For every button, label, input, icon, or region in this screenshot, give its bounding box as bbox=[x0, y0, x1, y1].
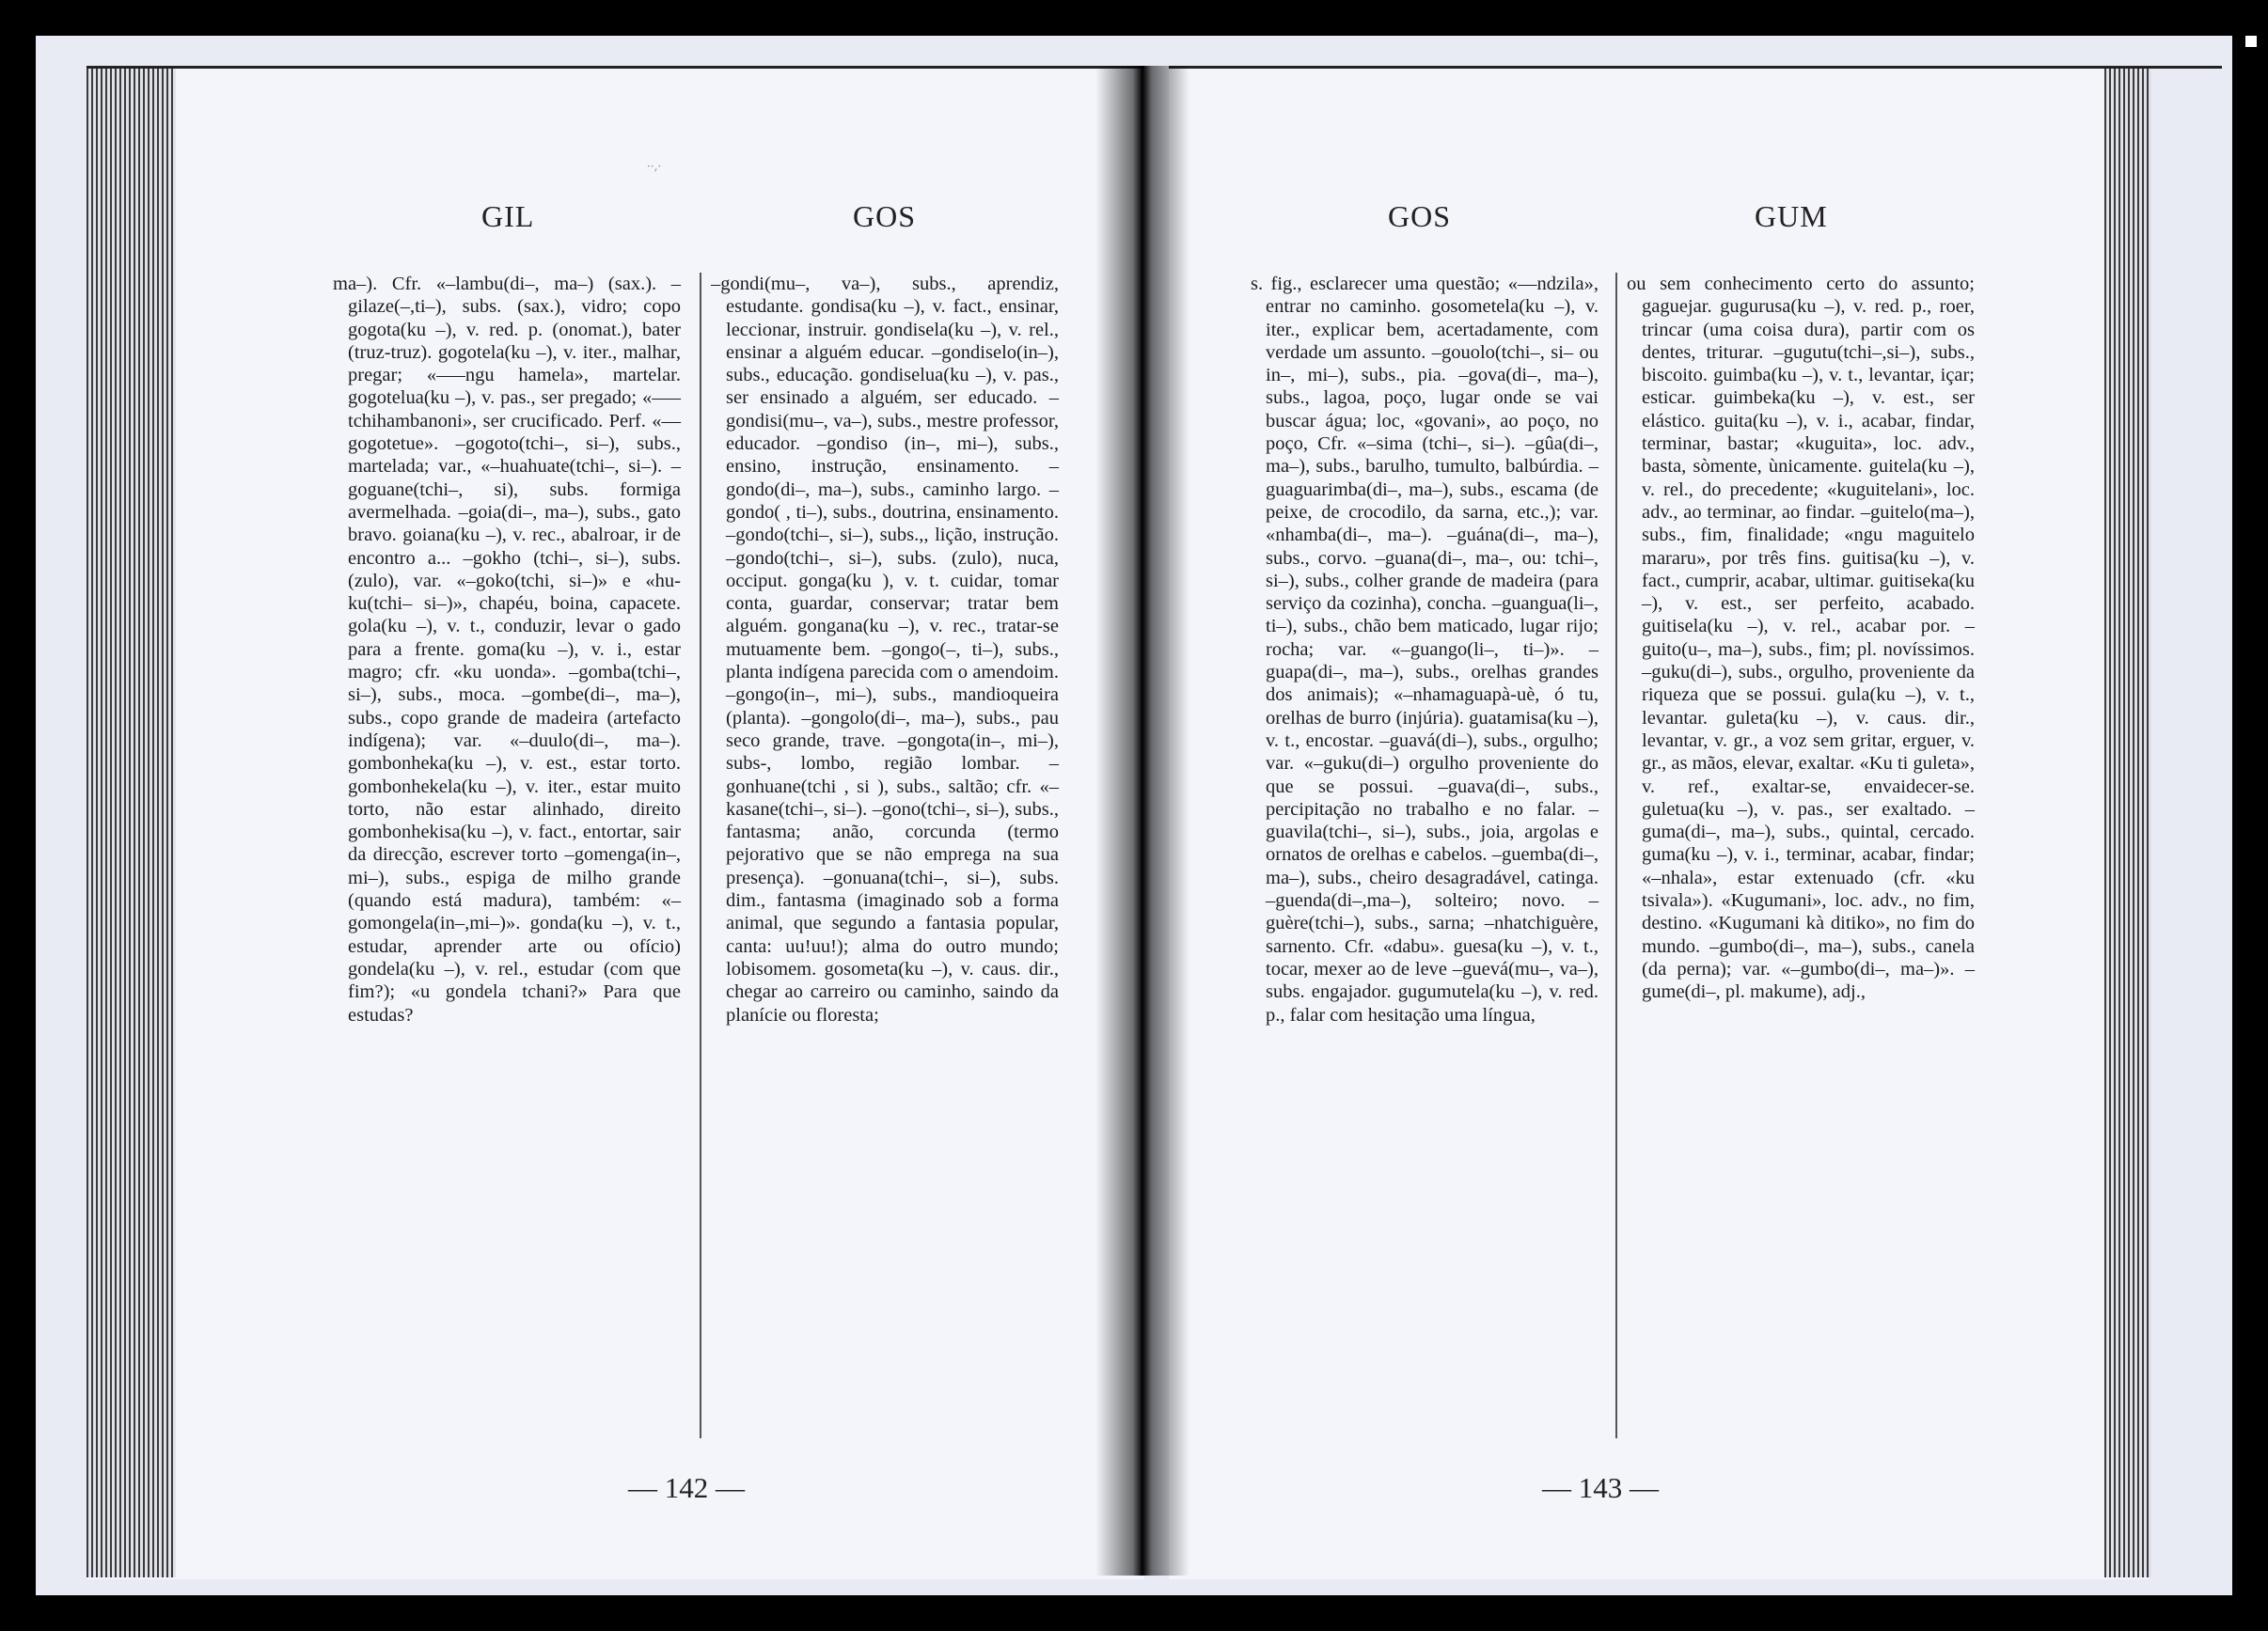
right-page-number: — 143 — bbox=[1542, 1471, 1659, 1504]
left-top-rule bbox=[87, 66, 1144, 69]
column-text: ma–). Cfr. «–lambu(di–, ma–) (sax.). –gilaze(–,ti–), subs. (sax.), vidro; copo gogota(ku –), v. red. p. (onomat.), bater (truz-truz). gogotela(ku –), v. iter., malhar, pregar; «–––ngu hamela», martelar. gogotelua(ku –), v. pas., ser pregado; «–––tchihambanoni», ser crucificado. Perf. «––gogotetue». –gogoto(tchi–, si–), subs., martelada; var., «–huahuate(tchi–, si–). –goguane(tchi–, si), subs. formiga avermelhada. –goia(di–, ma–), subs., gato bravo. goiana(ku –), v. rec., abalroar, ir de encontro a... –gokho (tchi–, si–), subs. (zulo), var. «–goko(tchi, si–)» e «hu-ku(tchi– si–)», chapéu, boina, capacete. gola(ku –), v. t., conduzir, levar o gado para a frente. goma(ku –), v. i., estar magro; cfr. «ku uonda». –gomba(tchi–, si–), subs., moca. –gombe(di–, ma–), subs., copo grande de madeira (artefacto indígena); var. «–duulo(di–, ma–). gombonheka(ku –), v. est., estar torto. gombonhekela(ku –), v. iter., estar muito torto, não estar alinhado, direito gombonhekisa(ku –), v. fact., entortar, sair da direcção, escrever torto –gomenga(in–, mi–), subs., espiga de milho grande (quando está madura), também: «–gomongela(in–,mi–)». gonda(ku –), v. t., estudar, aprender arte ou ofício) gondela(ku –), v. rel., estudar (com que fim?); «u gondela tchani?» Para que estudas? bbox=[333, 274, 681, 1026]
left-column-divider bbox=[700, 273, 701, 1438]
left-page-column-1 bbox=[333, 273, 681, 1027]
column-text: –gondi(mu–, va–), subs., aprendiz, estudante. gondisa(ku –), v. fact., ensinar, leccionar, instruir. gondisela(ku –), v. rel., ensinar a alguém educar. –gondiselo(in–), subs., educação. gondiselua(ku –), v. pas., ser ensinado a alguém, ser educado. –gondisi(mu–, va–), subs., mestre professor, educador. –gondiso (in–, mi–), subs., ensino, instrução, ensinamento. –gondo(di–, ma–), subs., caminho largo. –gondo( , ti–), subs., doutrina, ensinamento. –gondo(tchi–, si–), subs.,, lição, instrução. –gondo(tchi–, si–), subs. (zulo), nuca, occiput. gonga(ku ), v. t. cuidar, tomar conta, guardar, conservar; tratar bem alguém. gongana(ku –), v. rec., tratar-se mutuamente bem. –gongo(–, ti–), subs., planta indígena parecida com o amendoim. –gongo(in–, mi–), subs., mandioqueira (planta). –gongolo(di–, ma–), subs., pau seco grande, trave. –gongota(in–, mi–), subs-, lombo, região lombar. –gonhuane(tchi , si ), subs., saltão; cfr. «–kasane(tchi–, si–). –gono(tchi–, si–), subs., fantasma; anão, corcunda (termo pejorativo que se não emprega na sua presença). –gonuana(tchi–, si–), subs. dim., fantasma (imaginado sob a forma animal, que segundo a fantasia popular, canta: uu!uu!); alma do outro mundo; lobisomem. gosometa(ku –), v. caus. dir., chegar ao carreiro ou caminho, saindo da planície ou floresta; bbox=[711, 274, 1059, 1026]
column-text: s. fig., esclarecer uma questão; «––ndzila», entrar no caminho. gosometela(ku –), v. iter., explicar bem, acertadamente, com verdade um assunto. –gouolo(tchi–, si– ou in–, mi–), subs., pia. –gova(di–, ma–), subs., lagoa, poço, lugar onde se vai buscar água; loc, «govani», ao poço, no poço, Cfr. «–sima (tchi–, si–). –gûa(di–, ma–), subs., barulho, tumulto, balbúrdia. –guaguarimba(di–, ma–), subs., escama (de peixe, de crocodilo, da sarna, etc.,); var. «nhamba(di–, ma–). –guána(di–, ma–), subs., corvo. –guana(di–, ma–, ou: tchi–, si–), subs., colher grande de madeira (para serviço da cozinha), concha. –guangua(li–, ti–), subs., chão bem maticado, lugar rijo; rocha; var. «–guango(li–, ti–)». –guapa(di–, ma–), subs., orelhas grandes dos animais); «–nhamaguapà-uè, ó tu, orelhas de burro (injúria). guatamisa(ku –), v. t., encostar. –guavá(di–), subs., orgulho; var. «–guku(di–) orgulho proveniente do que se possui. –guava(di–, subs., percipitação no trabalho e no falar. –guavila(tchi–, si–), subs., joia, argolas e ornatos de orelhas e cabelos. –guemba(di–, ma–), subs., cheiro desagradável, catinga. –guenda(di–,ma–), solteiro; novo. –guère(tchi–), subs., sarna; –nhatchiguère, sarnento. Cfr. «dabu». guesa(ku –), v. t., tocar, mexer ao de leve –guevá(mu–, va–), subs. engajador. gugumutela(ku –), v. red. p., falar com hesitação uma língua, bbox=[1251, 274, 1599, 1026]
right-column-divider bbox=[1615, 273, 1617, 1438]
right-running-head-left: GOS bbox=[1388, 199, 1452, 233]
right-page-column-2 bbox=[1627, 273, 1975, 1004]
right-page-column-1 bbox=[1251, 273, 1599, 1027]
column-text: ou sem conhecimento certo do assunto; gaguejar. gugurusa(ku –), v. red. p., roer, trincar (uma coisa dura), partir com os dentes, triturar. –gugutu(tchi–,si–), subs., biscoito. guimba(ku –), v. t., levantar, içar; esticar. guimbeka(ku –), v. est., ser elástico. guita(ku –), v. i., acabar, findar, terminar, bastar; «kuguita», loc. adv., basta, sòmente, ùnicamente. guitela(ku –), v. rel., do precedente; «kuguitelani», loc. adv., ao terminar, ao findar. –guitelo(ma–), subs., fim, finalidade; «ngu maguitelo mararu», por três fins. guitisa(ku –), v. fact., cumprir, acabar, ultimar. guitiseka(ku –), v. est., ser perfeito, acabado. guitisela(ku –), v. rel., acabar por. –guito(u–, ma–), subs., fim; pl. novíssimos. –guku(di–), subs., orgulho, proveniente da riqueza que se possui. gula(ku –), v. t., levantar. guleta(ku –), v. caus. dir., levantar, v. gr., a voz sem gritar, erguer, v. gr., as mãos, elevar, exaltar. «Ku ti guleta», v. ref., exaltar-se, envaidecer-se. guletua(ku –), v. pas., ser exaltado. –guma(di–, ma–), subs., quintal, cercado. guma(ku –), v. i., terminar, acabar, findar; «–nhala», estar extenuado (cfr. «ku tsivala»). «Kugumani», loc. adv., no fim, destino. «Kugumani kà ditiko», no fim do mundo. –gumbo(di–, ma–), subs., canela (da perna); var. «–gumbo(di–, ma–)». –gume(di–, pl. makume), adj., bbox=[1627, 274, 1975, 1003]
right-running-head-right: GUM bbox=[1755, 199, 1828, 233]
right-top-rule bbox=[1169, 66, 2222, 69]
left-page-number: — 142 — bbox=[628, 1471, 745, 1504]
left-page-column-2 bbox=[711, 273, 1059, 1027]
left-running-head-right: GOS bbox=[853, 199, 917, 233]
left-page-edges bbox=[87, 68, 176, 1577]
right-page-edges bbox=[2104, 68, 2151, 1577]
print-smudge: ·‧,· bbox=[647, 160, 662, 173]
left-running-head-left: GIL bbox=[481, 199, 535, 233]
scan-corner-marker bbox=[2245, 36, 2257, 47]
book-gutter bbox=[1095, 66, 1189, 1576]
